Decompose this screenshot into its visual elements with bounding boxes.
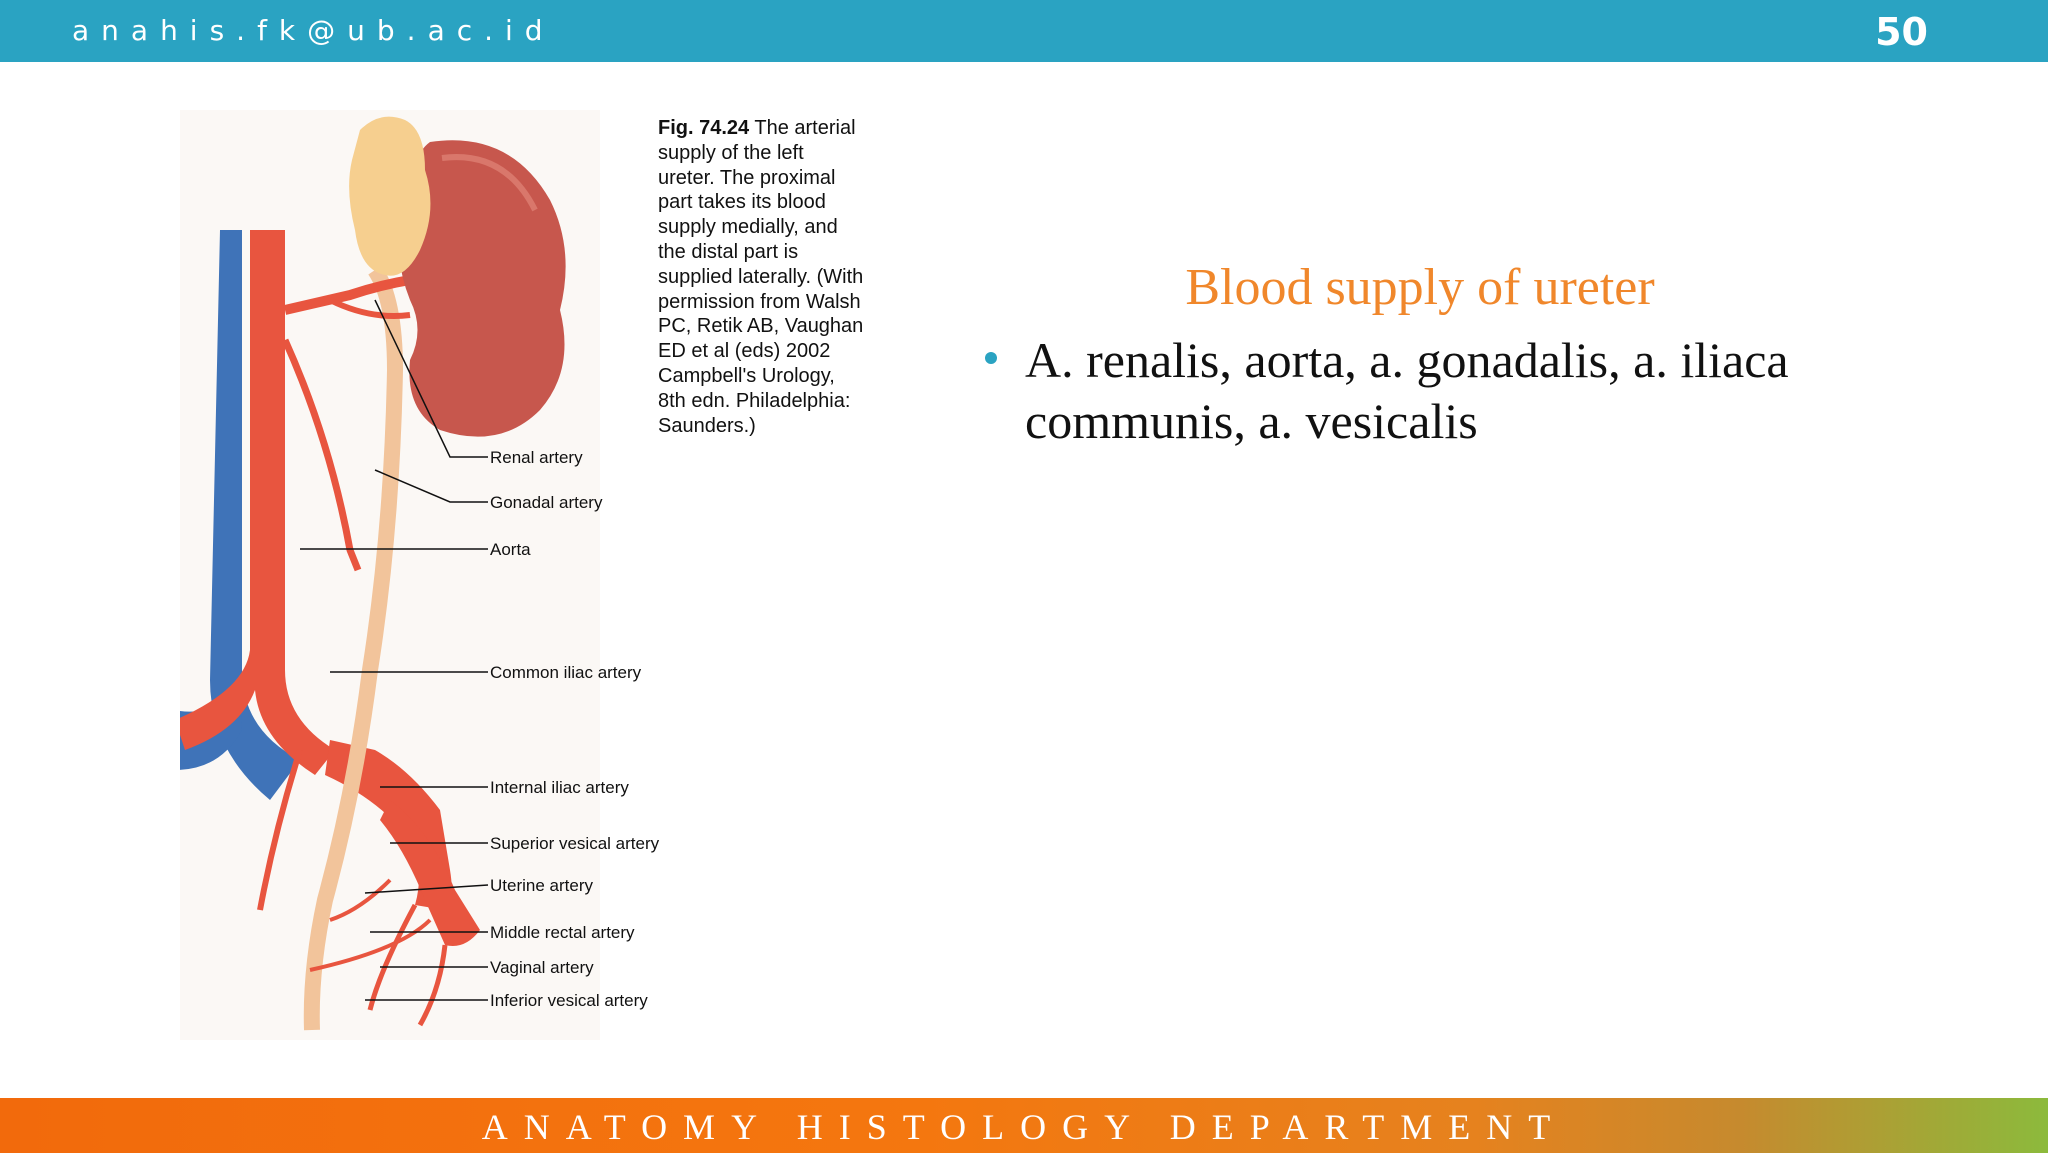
caption-line: Saunders.) xyxy=(658,414,756,437)
label-renal-artery: Renal artery xyxy=(490,448,583,467)
bullet-marker xyxy=(985,352,997,364)
caption-line: The arterial xyxy=(754,117,856,139)
caption-line: supply of the left xyxy=(658,141,804,164)
label-middle-rectal-artery: Middle rectal artery xyxy=(490,923,635,942)
label-uterine-artery: Uterine artery xyxy=(490,876,593,895)
caption-line: ED et al (eds) 2002 xyxy=(658,340,831,363)
label-aorta: Aorta xyxy=(490,540,531,559)
footer-bar xyxy=(0,1098,2048,1153)
label-superior-vesical-artery: Superior vesical artery xyxy=(490,834,660,853)
caption-line: the distal part is xyxy=(658,240,799,263)
label-vaginal-artery: Vaginal artery xyxy=(490,958,594,977)
header-bar xyxy=(0,0,2048,62)
slide-title: Blood supply of ureter xyxy=(1185,259,1655,316)
caption-figure-number: Fig. 74.24 xyxy=(658,117,750,139)
caption-line: 8th edn. Philadelphia: xyxy=(658,389,851,412)
caption-line: part takes its blood xyxy=(658,191,826,214)
caption-line: supplied laterally. (With xyxy=(658,265,864,288)
label-internal-iliac-artery: Internal iliac artery xyxy=(490,778,629,797)
caption-line: Campbell's Urology, xyxy=(658,364,835,387)
label-common-iliac-artery: Common iliac artery xyxy=(490,663,642,682)
caption-line: PC, Retik AB, Vaughan xyxy=(658,315,864,338)
figure-caption xyxy=(658,116,908,438)
page-number: 50 xyxy=(1875,10,1928,54)
header-email: anahis.fk@ub.ac.id xyxy=(72,14,555,47)
bullet-item: A. renalis, aorta, a. gonadalis, a. iliaca communis, a. vesicalis xyxy=(1025,332,1789,449)
footer-department: ANATOMY HISTOLOGY DEPARTMENT xyxy=(481,1107,1567,1147)
caption-line: permission from Walsh xyxy=(658,290,861,313)
label-gonadal-artery: Gonadal artery xyxy=(490,493,603,512)
caption-line: ureter. The proximal xyxy=(658,166,836,189)
label-inferior-vesical-artery: Inferior vesical artery xyxy=(490,991,648,1010)
caption-line: supply medially, and xyxy=(658,216,838,239)
